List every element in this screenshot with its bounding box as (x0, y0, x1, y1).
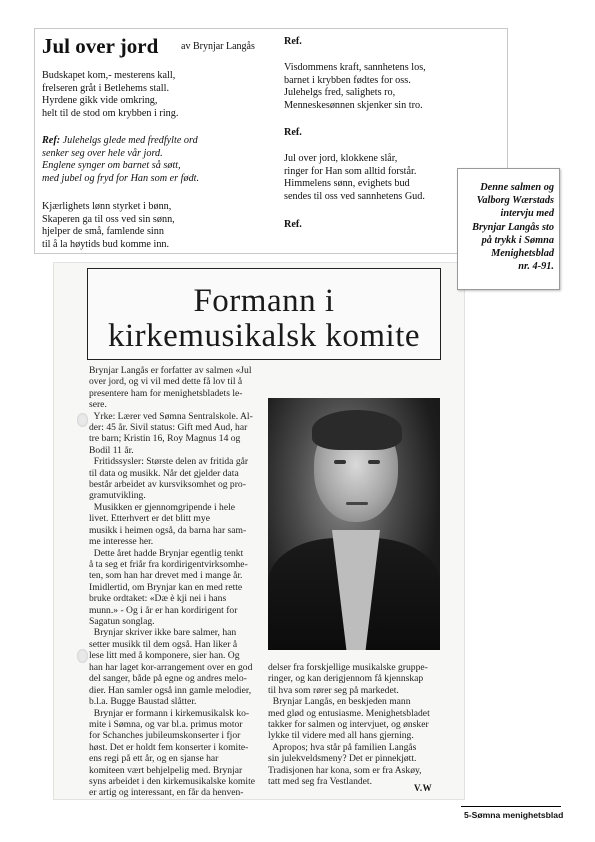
song-verse-1: Budskapet kom,- mesterens kall, frelseren gråt i Betlehems stall. Hyrdene gikk vide omkring, helt til de stod om krybben i ring. (42, 70, 179, 119)
ref-label-3: Ref. (284, 219, 302, 230)
punch-hole-bottom (77, 649, 88, 663)
portrait-photo (268, 398, 440, 650)
footer-page-label: 5-Sømna menighetsblad (464, 810, 564, 820)
article-column-1-top: Brynjar Langås er forfatter av salmen «Jul over jord, og vi vil med dette få lov til å presentere ham for menighetsbladets le- sere. Yrke: Lærer ved Sømna Sentralskole. Al- der: 45 år. Sivil status: Gift med Aud, har tre barn; Kristin 16, Roy Magnus 14 og Bodil 11 år. Fritidssysler: Største delen av fritida går til data og musikk. Når det gjelder data består arbeidet av kursviksomhet og pro- gramutvikling. Musikken er gjennomgripende i hele livet. Etterhvert er det blitt mye musikk i heimen også, da barna har sam- me interesse her. Dette året hadde Brynjar egentlig tenkt å ta seg et friår fra kordirigentvirksomhe- ten, som han har drevet med i mange år. Imidlertid, om Brynjar kan en med rette bruke ordtaket: «Dæ è kji nei i hans munn.» - Og i år er han kordirigent for Sagatun songlag. Brynjar skriver ikke bare salmer, han setter musikk til dem også. Han liker å lese litt med å komponere, sier han. Og (89, 365, 253, 662)
song-verse-3: Visdommens kraft, sannhetens los, barnet i krybben fødtes for oss. Julehelgs fred, salighets ro, Menneskesønnen skjenker sin tro. (284, 62, 426, 111)
refrain-text: Julehelgs glede med fredfylte ord senker seg over hele vår jord. Englene synger om barnet så søtt, med jubel og fryd for Han som er født. (42, 135, 200, 184)
photo-eye-right (368, 460, 380, 464)
refrain-label: Ref: (42, 135, 61, 146)
song-title: Jul over jord (42, 34, 159, 58)
headline-line-1: Formann i (193, 283, 335, 319)
article-column-2: delser fra forskjellige musikalske gruppe- ringer, og kan derigjennom få kjennskap til hva som rører seg på markedet. Brynjar Langås, en beskjeden mann med glød og entusiasme. Menighetsbladet takker for salmen og intervjuet, og ønsker lykke til videre med all hans gjerning. Apropos; hva står på familien Langås sin julekveldsmeny? Det er pinnekjøtt. Tradisjonen har kona, som er fra Askøy, tatt med seg fra Vestlandet. (268, 662, 430, 788)
song-refrain (42, 135, 199, 185)
photo-mouth (346, 502, 368, 505)
headline-line-2: kirkemusikalsk komite (107, 318, 421, 354)
photo-eye-left (334, 460, 346, 464)
ref-label-1: Ref. (284, 36, 302, 47)
footer-rule (461, 806, 561, 807)
ref-label-2: Ref. (284, 127, 302, 138)
photo-hair (312, 410, 402, 450)
song-verse-2: Kjærlighets lønn styrket i bønn, Skaperen ga til oss ved sin sønn, hjelper de små, famlende sinn til å la høytids bud komme inn. (42, 201, 175, 250)
article-signature: V.W (414, 783, 433, 793)
song-byline: av Brynjar Langås (181, 41, 255, 52)
punch-hole-top (77, 413, 88, 427)
article-column-1-bottom: han har laget kor-arrangement over en god del sanger, både på egne og andres melo- dier. Han samler også inn gamle melodier, b.l.a. Bugge Baustad slåtter. Brynjar er formann i kirkemusikalsk ko- mite i Sømna, og var bl.a. primus motor for Schanches jubileumskonserter i fjor høst. Det er holdt fem konserter i komite- ens regi på ett år, og en sjanse har komiteen vært behjelpelig med. Brynjar syns arbeidet i den kirkemusikalske komite er artig og interessant, en får da henven- (89, 662, 255, 799)
song-verse-4: Jul over jord, klokkene slår, ringer for Han som alltid forstår. Himmelens sønn, evighets bud sendes til oss ved sannhetens Gud. (284, 153, 425, 202)
side-note-text: Denne salmen og Valborg Wærstads intervju med Brynjar Langås sto på trykk i Sømna Menighetsblad nr. 4-91. (472, 182, 554, 273)
